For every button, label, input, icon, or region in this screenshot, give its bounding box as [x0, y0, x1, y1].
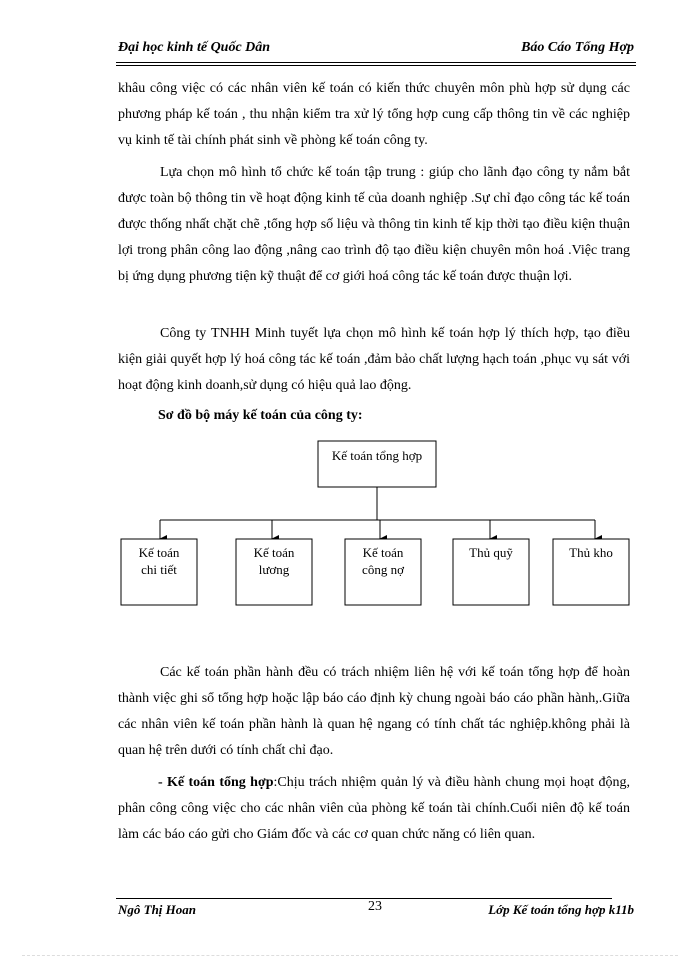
- footer-author: Ngô Thị Hoan: [118, 902, 197, 917]
- paragraph-5-lead: - Kế toán tổng hợp: [158, 775, 274, 790]
- page-number: 23: [368, 899, 382, 914]
- diagram-title: Sơ đồ bộ máy kế toán của công ty:: [158, 408, 363, 423]
- paragraph-3: Công ty TNHH Minh tuyết lựa chọn mô hình kế toán hợp lý thích hợp, tạo điều kiện giải quyết hợp lý hoá công tác kế toán ,đảm bảo chất lượng hạch toán ,phục vụ sát với hoạt động kinh doanh,sử dụng có hiệu quả lao động.: [118, 326, 630, 393]
- child-node-3-line2: công nợ: [362, 562, 404, 577]
- footer-class: Lớp Kế toán tổng hợp k11b: [488, 902, 634, 917]
- page-edge: [22, 955, 678, 956]
- child-node-5-line1: Thủ kho: [569, 545, 613, 560]
- child-node-1-line1: Kế toán: [138, 545, 180, 560]
- child-node-1-line2: chi tiết: [141, 562, 177, 577]
- header-university: Đại học kinh tế Quốc Dân: [118, 40, 271, 55]
- child-node-3-line1: Kế toán: [362, 545, 404, 560]
- paragraph-5-body: :Chịu trách nhiệm quản lý và điều hành chung mọi hoạt động, phân công công việc cho các nhân viên của phòng kế toán tài chính.Cuối niên độ kế toán làm các báo cáo gửi cho Giám đốc và các cơ quan chức năng có liên quan.: [118, 775, 630, 842]
- child-node-2-line2: lương: [258, 562, 290, 577]
- paragraph-5: [118, 770, 630, 848]
- paragraph-2: Lựa chọn mô hình tổ chức kế toán tập trung : giúp cho lãnh đạo công ty nắm bắt được toàn bộ thông tin về hoạt động kinh tế của doanh nghiệp .Sự chỉ đạo công tác kế toán được thống nhất chặt chẽ ,tổng hợp số liệu và thông tin kinh tế kịp thời tạo điều kiện thuận lợi trong phân công lao động ,nâng cao trình độ tạo điều kiện chuyên môn hoá .Việc trang bị ứng dụng phương tiện kỹ thuật để cơ giới hoá công tác kế toán được thuận lợi.: [118, 165, 630, 284]
- child-node-4-line1: Thủ quỹ: [469, 545, 513, 560]
- root-node-label: Kế toán tổng hợp: [331, 448, 423, 463]
- footer-rule: [116, 898, 612, 899]
- child-node-2-line1: Kế toán: [253, 545, 295, 560]
- header-report-title: Báo Cáo Tổng Hợp: [521, 40, 634, 55]
- paragraph-4: Các kế toán phần hành đều có trách nhiệm liên hệ với kế toán tổng hợp để hoàn thành việc ghi sổ tổng hợp hoặc lập báo cáo định kỳ chung ngoài báo cáo phần hành,.Giữa các nhân viên kế toán phần hành là quan hệ ngang có tính chất tác nghiệp.không phải là quan hệ trên dưới có tính chất chỉ đạo.: [118, 665, 630, 758]
- paragraph-1: khâu công việc có các nhân viên kế toán có kiến thức chuyên môn phù hợp sử dụng các phương pháp kế toán , thu nhận kiểm tra xử lý tổng hợp cung cấp thông tin về các nghiệp vụ kinh tế tài chính phát sinh về phòng kế toán công ty.: [118, 81, 630, 148]
